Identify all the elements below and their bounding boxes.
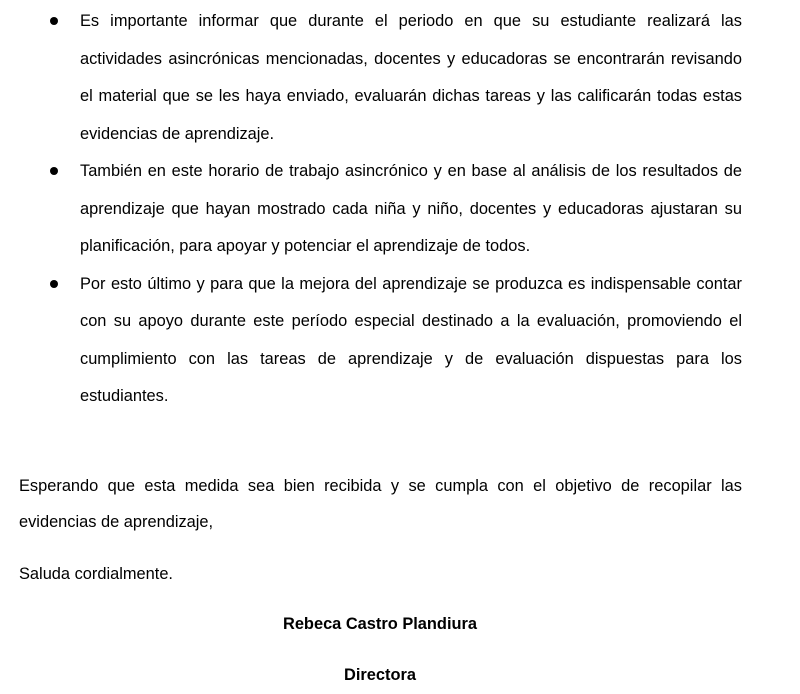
signature-name: Rebeca Castro Plandiura [282,615,478,633]
bullet-text: También en este horario de trabajo asincrónico y en base al análisis de los resultados de aprendizaje que hayan mostrado cada niña y niño, docentes y educadoras ajustaran su planificación, para apoyar y potenciar el aprendizaje de todos. [80,162,742,255]
bullet-icon [50,17,58,25]
list-item [0,266,800,416]
bullet-icon [50,167,58,175]
bullet-text: Es importante informar que durante el periodo en que su estudiante realizará las actividades asincrónicas mencionadas, docentes y educadoras se encontrarán revisando el material que se les haya enviado, evaluarán dichas tareas y las calificarán todas estas evidencias de aprendizaje. [80,12,742,143]
signature-title: Directora [344,666,416,684]
closing-paragraph: Esperando que esta medida sea bien recibida y se cumpla con el objetivo de recopilar las evidencias de aprendizaje, [19,477,742,531]
bullet-text: Por esto último y para que la mejora del aprendizaje se produzca es indispensable contar con su apoyo durante este período especial destinado a la evaluación, promoviendo el cumplimiento con las tareas de aprendizaje y de evaluación dispuestas para los estudiantes. [80,274,742,405]
list-item [0,3,800,153]
bullet-icon [50,280,58,288]
salutation: Saluda cordialmente. [19,565,173,583]
list-item [0,153,800,266]
bullet-list [0,3,800,416]
